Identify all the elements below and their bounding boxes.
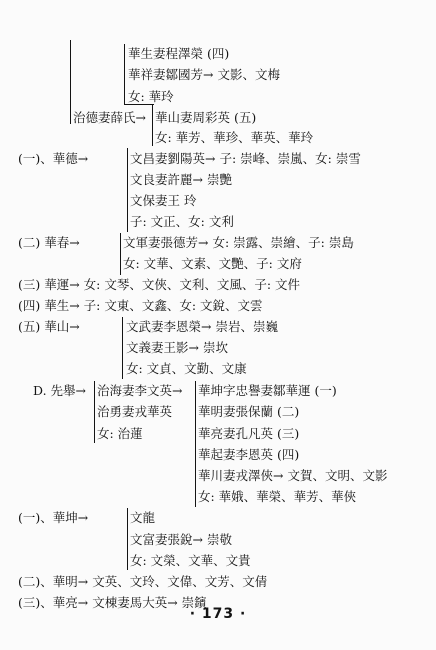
bracket-top-outer	[70, 40, 71, 124]
line-daughter-hualing: 女: 華玲	[128, 89, 174, 104]
bracket-zhihai	[195, 381, 196, 507]
line-hua-chun: (二) 華春→	[18, 235, 80, 250]
bracket-huachun	[120, 233, 121, 275]
line-zhide-daughters: 女: 華芳、華珍、華英、華玲	[155, 130, 314, 145]
bracket-huashan	[152, 104, 153, 146]
line-hua-shan: (五) 華山→	[18, 319, 80, 334]
bracket-xianju	[94, 381, 95, 443]
bracket-huade	[127, 148, 128, 232]
line-huaming-spouse: 華明妻張保蘭 (二)	[198, 404, 300, 419]
line-hualiang-spouse: 華亮妻孔凡英 (三)	[198, 426, 300, 441]
line-wenchang: 文昌妻劉陽英→ 子: 崇峰、崇嵐、女: 崇雪	[130, 151, 361, 166]
line-wenjun: 文軍妻張德芳→ 女: 崇露、崇繪、子: 崇島	[123, 235, 354, 250]
line-huachuan-spouse: 華川妻戎澤俠→ 文賀、文明、文影	[198, 468, 388, 483]
line-zhiyong: 治勇妻戎華英	[97, 404, 173, 419]
line-huaxiang-spouse: 華祥妻鄒國芳→ 文影、文梅	[128, 67, 280, 82]
line-wenyi: 文義妻王影→ 崇坎	[126, 340, 228, 355]
line-hua-sheng: (四) 華生→ 子: 文東、文鑫、女: 文銳、文雲	[18, 298, 263, 313]
page-number: · 173 ·	[189, 606, 247, 622]
line-hua-ming: (二)、華明→ 文英、文玲、文偉、文芳、文倩	[18, 574, 268, 589]
line-zhihai-daughters: 女: 華娥、華榮、華芳、華俠	[198, 489, 357, 504]
line-huashan-spouse: 華山妻周彩英 (五)	[155, 110, 257, 125]
line-wenrong: 女: 文榮、文華、文貴	[130, 553, 251, 568]
bracket-top-inner	[124, 44, 125, 104]
line-wenzhen: 女: 文貞、文勤、文康	[126, 361, 247, 376]
line-huasheng-spouse: 華生妻程澤榮 (四)	[128, 46, 230, 61]
line-wenzheng: 子: 文正、女: 文利	[130, 214, 234, 229]
line-zhide-spouse: 治德妻薛氏→	[73, 110, 146, 125]
line-hua-liang: (三)、華亮→ 文棟妻馬大英→ 崇鑌	[18, 595, 207, 610]
line-wenliang: 文良妻許麗→ 崇艷	[130, 172, 232, 187]
line-hua-yun: (三) 華運→ 女: 文琴、文俠、文利、文風、子: 文件	[18, 277, 301, 292]
line-wenlong: 文龍	[130, 510, 156, 525]
line-huakun-spouse: 華坤字忠譽妻鄒華運 (一)	[198, 383, 337, 398]
bracket-huakun	[127, 508, 128, 570]
line-hua-de: (一)、華德→	[18, 151, 89, 166]
line-zhilian: 女: 治蓮	[97, 426, 143, 441]
line-xianju: D. 先舉→	[33, 383, 86, 398]
bracket-top-connector	[124, 104, 154, 105]
line-wenhua: 女: 文華、文素、文艷、子: 文府	[123, 256, 302, 271]
line-huaqi-spouse: 華起妻李恩英 (四)	[198, 447, 300, 462]
line-hua-kun: (一)、華坤→	[18, 510, 89, 525]
line-wenwu: 文武妻李恩榮→ 崇岩、崇巍	[126, 319, 278, 334]
bracket-huashan-sons	[122, 317, 123, 379]
line-zhihai: 治海妻李文英→	[97, 383, 183, 398]
line-wenfu: 文富妻張銳→ 崇敬	[130, 532, 232, 547]
line-wenbao: 文保妻王 玲	[130, 193, 197, 208]
